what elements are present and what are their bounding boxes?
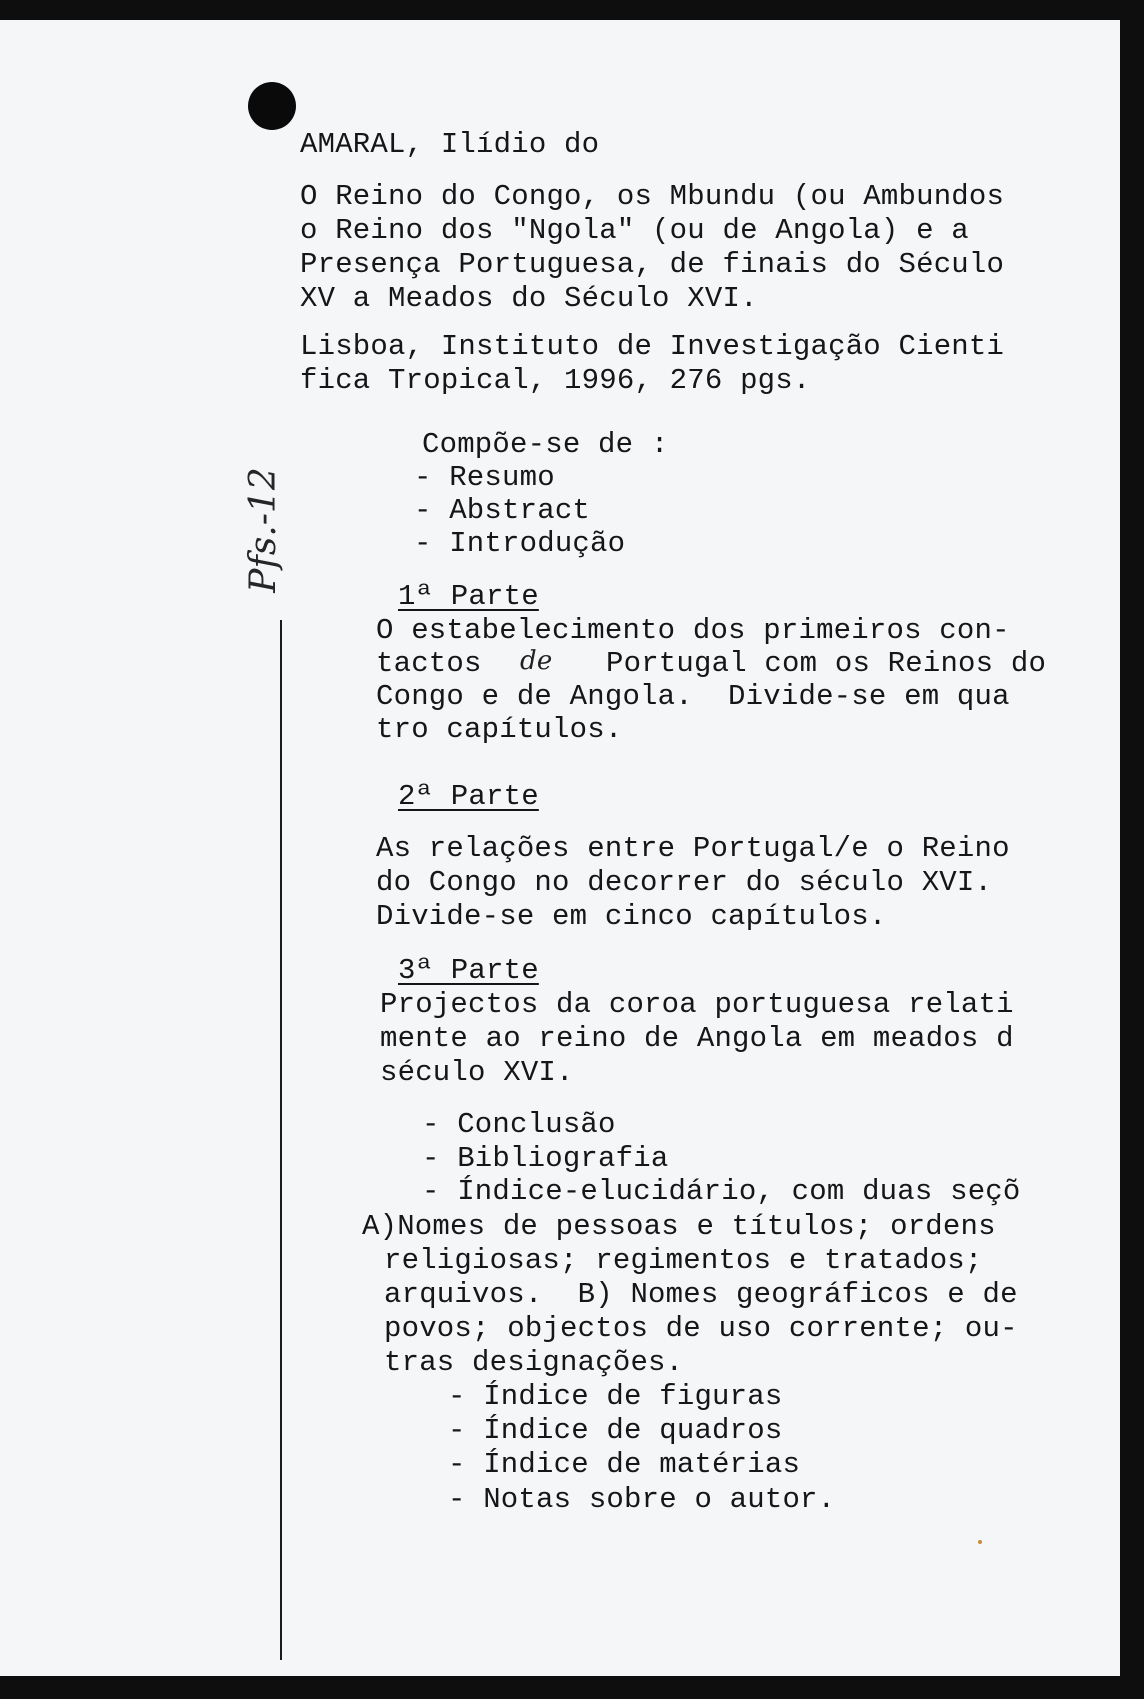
contents-item: - Conclusão — [422, 1108, 616, 1141]
handwritten-margin-notation: Pfs.-12 — [243, 467, 284, 593]
contents-item: - Introdução — [414, 527, 626, 560]
index-line: A)Nomes de pessoas e títulos; ordens — [362, 1210, 996, 1243]
title-line: o Reino dos "Ngola" (ou de Angola) e a — [300, 214, 969, 247]
contents-item: - Bibliografia — [422, 1142, 669, 1175]
part1-heading: 1ª Parte — [398, 580, 539, 613]
contents-item: - Índice de matérias — [448, 1448, 801, 1481]
title-line: O Reino do Congo, os Mbundu (ou Ambundos — [300, 180, 1005, 213]
publication-line: Lisboa, Instituto de Investigação Cienti — [300, 330, 1005, 363]
part1-line: tro capítulos. — [376, 713, 623, 746]
part1-line: Congo e de Angola. Divide-se em qua — [376, 680, 1010, 713]
stain-dot — [978, 1540, 982, 1544]
part2-line: As relações entre Portugal/e o Reino — [376, 832, 1010, 865]
contents-item: - Notas sobre o autor. — [448, 1483, 836, 1516]
part1-line: Portugal com os Reinos do — [606, 647, 1047, 680]
part3-heading: 3ª Parte — [398, 954, 539, 987]
contents-item: - Índice de figuras — [448, 1380, 783, 1413]
document-page — [0, 20, 1120, 1676]
part2-heading: 2ª Parte — [398, 780, 539, 813]
index-line: religiosas; regimentos e tratados; — [384, 1244, 983, 1277]
margin-line — [280, 620, 282, 1660]
part3-line: mente ao reino de Angola em meados d — [380, 1022, 1014, 1055]
punch-hole — [248, 82, 296, 130]
publication-line: fica Tropical, 1996, 276 pgs. — [300, 364, 811, 397]
index-line: tras designações. — [384, 1346, 684, 1379]
contents-item: - Índice-elucidário, com duas seçõ — [422, 1175, 1021, 1208]
author-name: AMARAL, Ilídio do — [300, 128, 600, 161]
index-line: povos; objectos de uso corrente; ou- — [384, 1312, 1018, 1345]
part3-line: Projectos da coroa portuguesa relati — [380, 988, 1014, 1021]
index-line: arquivos. B) Nomes geográficos e de — [384, 1278, 1018, 1311]
handwritten-insertion: de — [520, 646, 553, 676]
contents-item: - Resumo — [414, 461, 555, 494]
part3-line: século XVI. — [380, 1056, 574, 1089]
contents-item: - Índice de quadros — [448, 1414, 783, 1447]
title-line: Presença Portuguesa, de finais do Século — [300, 248, 1005, 281]
title-line: XV a Meados do Século XVI. — [300, 282, 758, 315]
part2-line: Divide-se em cinco capítulos. — [376, 900, 887, 933]
part1-line-start: tactos — [376, 647, 482, 680]
part1-line: O estabelecimento dos primeiros con- — [376, 614, 1010, 647]
contents-item: - Abstract — [414, 494, 591, 527]
contents-intro: Compõe-se de : — [422, 428, 669, 461]
part2-line: do Congo no decorrer do século XVI. — [376, 866, 993, 899]
